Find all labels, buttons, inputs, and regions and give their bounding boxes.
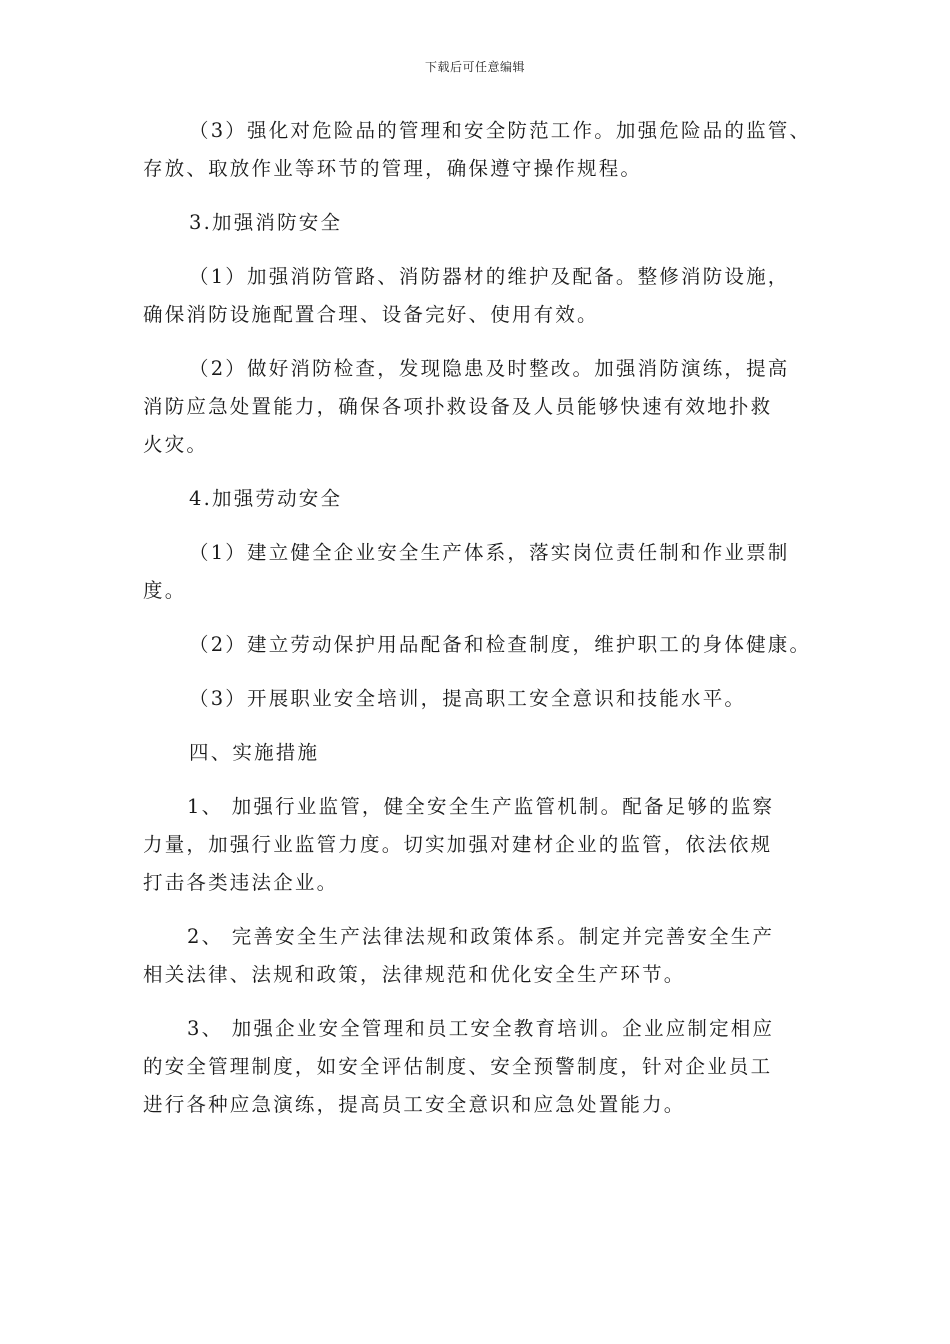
text-line: 的安全管理制度，如安全评估制度、安全预警制度，针对企业员工 bbox=[143, 1055, 773, 1078]
paragraph-safety-training bbox=[143, 680, 823, 718]
heading-labor-safety bbox=[143, 480, 823, 518]
text-line: （2）建立劳动保护用品配备和检查制度，维护职工的身体健康。 bbox=[189, 633, 812, 656]
text-line: 相关法律、法规和政策，法律规范和优化安全生产环节。 bbox=[143, 963, 686, 986]
text-line: 1、 加强行业监管，健全安全生产监管机制。配备足够的监察 bbox=[187, 795, 775, 818]
text-line: 度。 bbox=[143, 579, 187, 602]
text-line: 力量，加强行业监管力度。切实加强对建材企业的监管，依法依规 bbox=[143, 833, 773, 856]
text-line: （1）加强消防管路、消防器材的维护及配备。整修消防设施， bbox=[189, 265, 790, 288]
document-body bbox=[143, 112, 823, 1140]
text-line: 火灾。 bbox=[143, 433, 209, 456]
text-line: （1）建立健全企业安全生产体系，落实岗位责任制和作业票制 bbox=[189, 541, 790, 564]
paragraph-hazardous-goods bbox=[143, 112, 823, 188]
heading-fire-safety bbox=[143, 204, 823, 242]
page-header: 下载后可任意编辑 bbox=[424, 60, 525, 74]
paragraph-industry-supervision bbox=[143, 788, 823, 902]
text-line: 3、 加强企业安全管理和员工安全教育培训。企业应制定相应 bbox=[187, 1017, 775, 1040]
heading-implementation-measures bbox=[143, 734, 823, 772]
paragraph-safety-system bbox=[143, 534, 823, 610]
text-line: 四、实施措施 bbox=[189, 741, 320, 764]
text-line: （3）强化对危险品的管理和安全防范工作。加强危险品的监管、 bbox=[189, 119, 812, 142]
paragraph-fire-inspection bbox=[143, 350, 823, 464]
text-line: 3.加强消防安全 bbox=[189, 211, 343, 234]
paragraph-laws-regulations bbox=[143, 918, 823, 994]
text-line: 打击各类违法企业。 bbox=[143, 871, 339, 894]
text-line: 4.加强劳动安全 bbox=[189, 487, 343, 510]
text-line: 进行各种应急演练，提高员工安全意识和应急处置能力。 bbox=[143, 1093, 686, 1116]
text-line: 存放、取放作业等环节的管理，确保遵守操作规程。 bbox=[143, 157, 643, 180]
paragraph-enterprise-management bbox=[143, 1010, 823, 1124]
paragraph-fire-equipment bbox=[143, 258, 823, 334]
text-line: 确保消防设施配置合理、设备完好、使用有效。 bbox=[143, 303, 599, 326]
text-line: （3）开展职业安全培训，提高职工安全意识和技能水平。 bbox=[189, 687, 747, 710]
text-line: （2）做好消防检查，发现隐患及时整改。加强消防演练，提高 bbox=[189, 357, 790, 380]
paragraph-protective-equipment bbox=[143, 626, 823, 664]
text-line: 消防应急处置能力，确保各项扑救设备及人员能够快速有效地扑救 bbox=[143, 395, 773, 418]
text-line: 2、 完善安全生产法律法规和政策体系。制定并完善安全生产 bbox=[187, 925, 775, 948]
